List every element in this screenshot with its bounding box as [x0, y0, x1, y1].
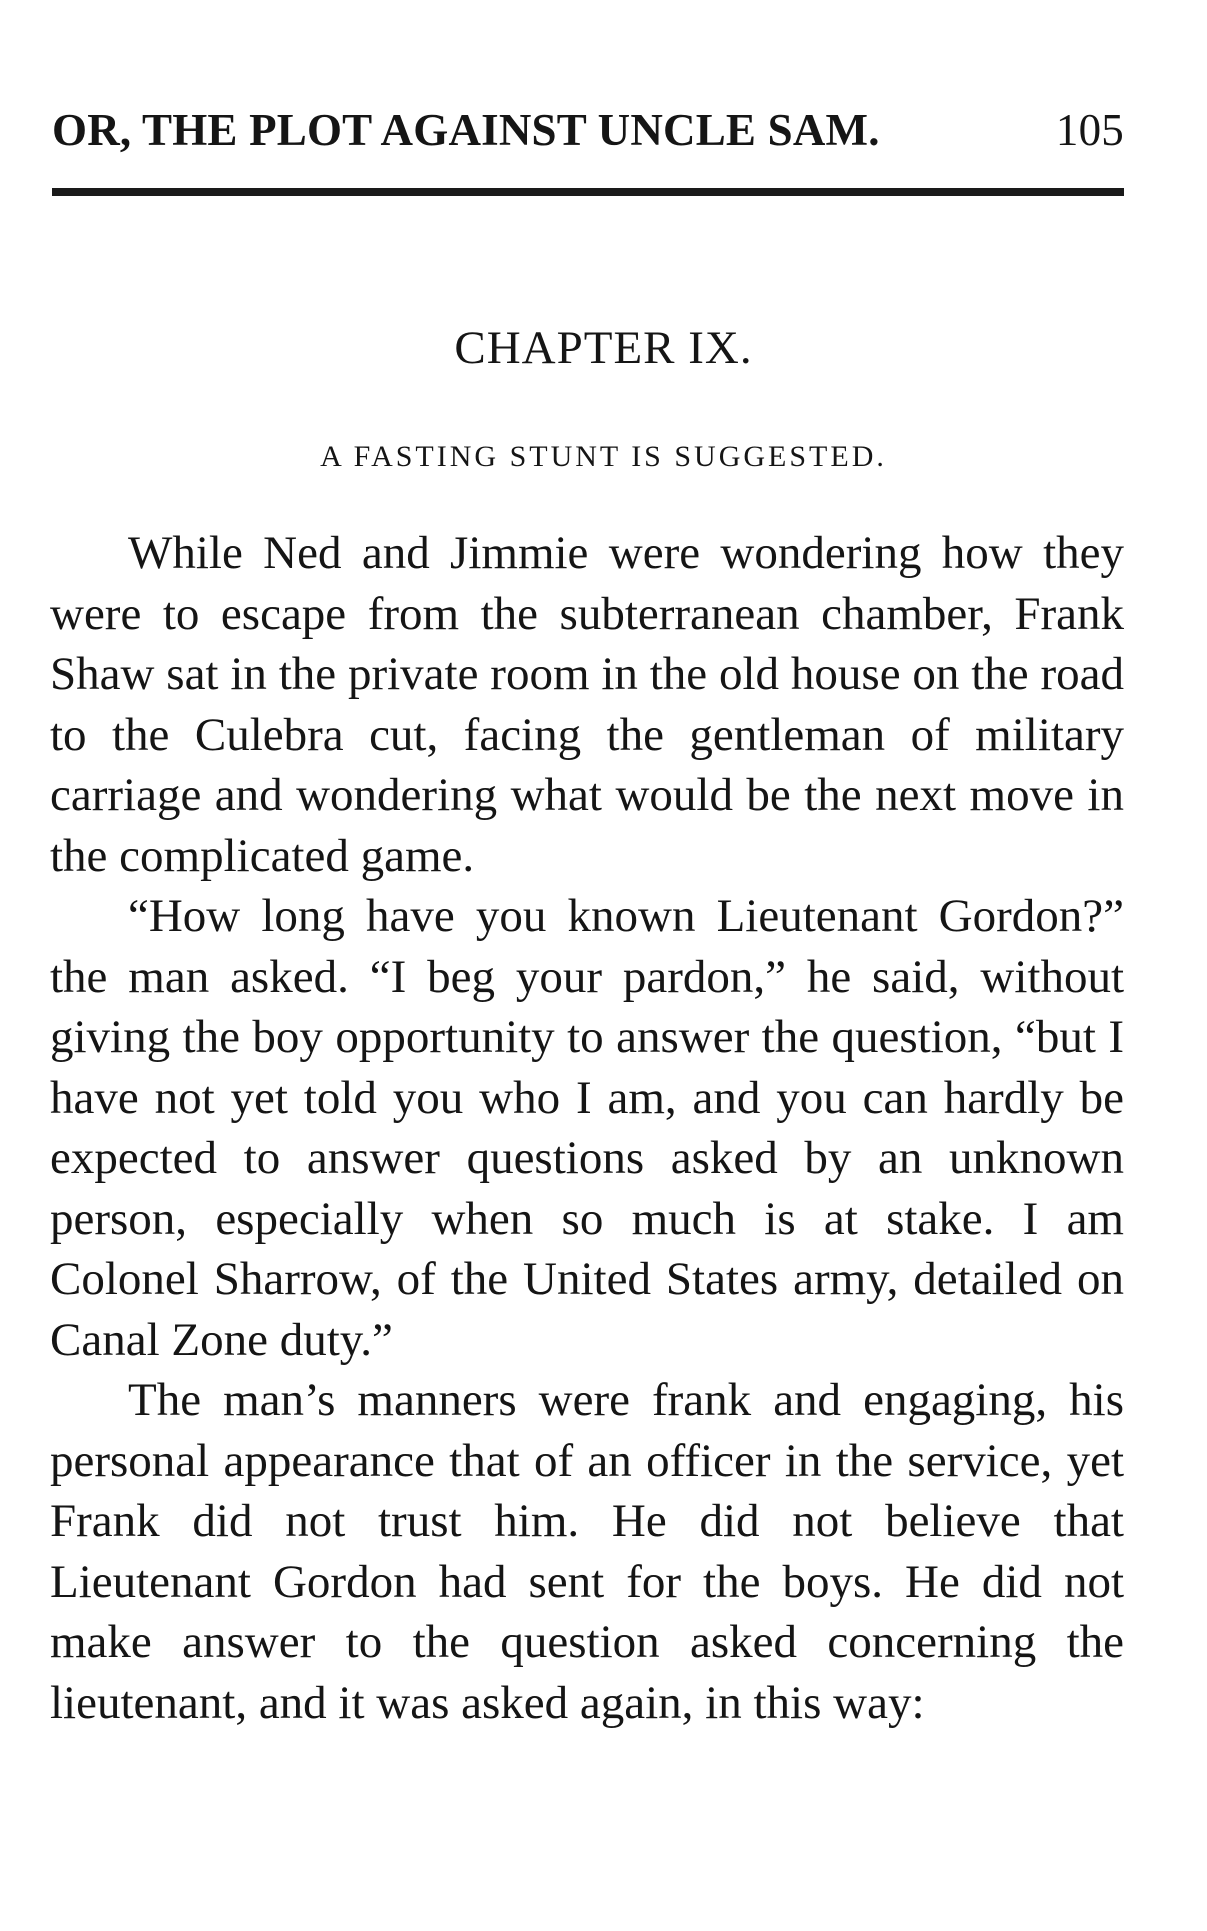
- paragraph: The man’s manners were frank and engaging, his personal appearance that of an officer in the service, yet Frank did not trust him. He did not believe that Lieutenant Gordon had sent for the boys. He did not make answer to the question asked concerning the lieutenant, and it was asked again, in this way:: [50, 1374, 1124, 1729]
- running-head-title: OR, THE PLOT AGAINST UNCLE SAM.: [52, 105, 880, 155]
- running-head: [52, 100, 1124, 160]
- chapter-subtitle: A FASTING STUNT IS SUGGESTED.: [320, 440, 887, 473]
- paragraph: While Ned and Jimmie were wondering how they were to escape from the subterranean chamber, Frank Shaw sat in the private room in the old house on the road to the Culebra cut, facing the gentleman of military carriage and wondering what would be the next move in the complicated game.: [50, 527, 1124, 882]
- page-number: 105: [1055, 105, 1124, 155]
- chapter-title: CHAPTER IX.: [454, 322, 753, 374]
- body-text: [50, 523, 1124, 1733]
- header-rule: [52, 188, 1124, 196]
- paragraph: “How long have you known Lieutenant Gordon?” the man asked. “I beg your pardon,” he said, without giving the boy opportunity to answer the question, “but I have not yet told you who I am, and you can hardly be expected to answer questions asked by an unknown person, especially when so much is at stake. I am Colonel Sharrow, of the United States army, detailed on Canal Zone duty.”: [50, 890, 1124, 1366]
